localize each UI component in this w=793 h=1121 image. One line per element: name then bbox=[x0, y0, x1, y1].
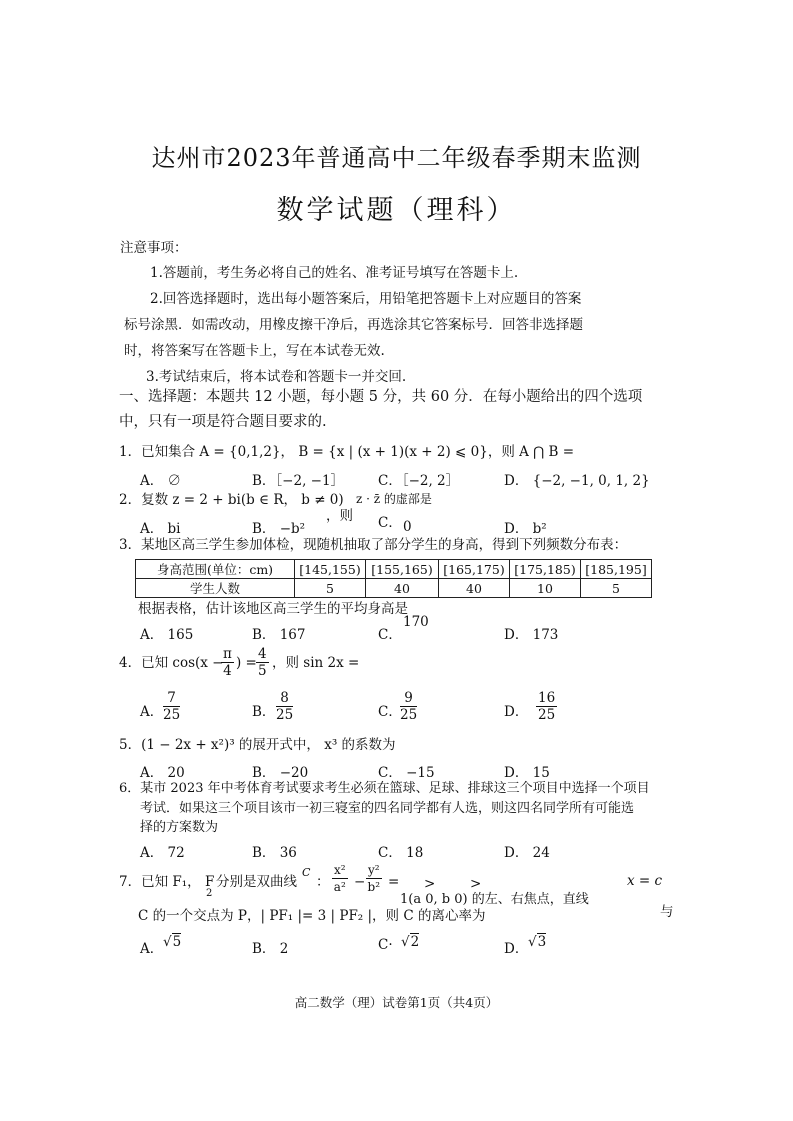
question-4-stem: 4．已知 cos(x − bbox=[119, 655, 224, 671]
question-6-option-a: A． 72 bbox=[140, 845, 185, 861]
question-7-subscript: 2 bbox=[206, 888, 213, 899]
y-squared-over-b-squared bbox=[366, 862, 382, 895]
question-6-option-c: C． 18 bbox=[378, 845, 424, 861]
question-2-stem-then: ，则 bbox=[326, 508, 353, 524]
table-cell: 10 bbox=[510, 579, 581, 598]
question-3-option-a: A． 165 bbox=[140, 627, 194, 643]
section-one-line-2: 中，只有一项是符合题目要求的. bbox=[119, 414, 327, 430]
fraction-denominator: a² bbox=[333, 880, 346, 894]
table-header-cell: [145,155) bbox=[295, 560, 366, 579]
height-frequency-table bbox=[135, 559, 652, 598]
fraction-denominator: 25 bbox=[163, 707, 181, 723]
question-2-stem: 2．复数 z = 2 + bi(b ∈ R， b ≠ 0) bbox=[119, 492, 344, 508]
question-7-option-c: C· bbox=[378, 937, 393, 953]
fraction-denominator: b² bbox=[367, 880, 381, 894]
fraction-numerator: x² bbox=[334, 863, 346, 877]
notice-item-3: 3.考试结束后，将本试卷和答题卡一并交回. bbox=[146, 369, 407, 385]
question-2-option-c-value: 0 bbox=[403, 519, 412, 535]
notice-heading: 注意事项： bbox=[120, 240, 188, 256]
question-5-option-a: A． 20 bbox=[140, 765, 185, 781]
question-4-stem-tail: ，则 sin 2x = bbox=[272, 655, 360, 671]
question-5-stem: 5．(1 − 2x + x²)³ 的展开式中， x³ 的系数为 bbox=[119, 737, 396, 753]
fraction-denominator: 25 bbox=[538, 707, 556, 723]
question-6-line-1: 6．某市 2023 年中考体育考试要求考生必须在篮球、足球、排球这三个项目中选择一个项目 bbox=[119, 781, 650, 796]
question-7-yu: 与 bbox=[660, 904, 674, 920]
question-7-rhs: 1(a 0, b 0) 的左、右焦点，直线 bbox=[400, 892, 589, 907]
table-header-cell: [155,165) bbox=[366, 560, 439, 579]
question-7-line-2: C 的一个交点为 P，| PF₁ |= 3 | PF₂ |，则 C 的离心率为 bbox=[138, 908, 486, 924]
question-7-option-a-root: √5 bbox=[163, 934, 182, 950]
question-4-option-b: B． bbox=[252, 704, 276, 720]
question-2-option-d: D． b² bbox=[504, 521, 547, 537]
question-5-option-c: C． −15 bbox=[378, 765, 435, 781]
question-7-equals: = bbox=[388, 874, 400, 890]
fraction-denominator: 4 bbox=[223, 663, 232, 679]
question-4-option-a: A． bbox=[140, 704, 164, 720]
question-2-option-c: C． bbox=[378, 515, 402, 531]
question-3-follow: 根据表格，估计该地区高三学生的平均身高是 bbox=[138, 601, 408, 617]
question-5-option-b: B． −20 bbox=[252, 765, 309, 781]
table-row bbox=[136, 579, 652, 598]
question-6-option-b: B． 36 bbox=[252, 845, 297, 861]
notice-item-2-line-1: 2.回答选择题时，选出每小题答案后，用铅笔把答题卡上对应题目的答案 bbox=[150, 291, 582, 307]
fraction-denominator: 25 bbox=[400, 707, 418, 723]
table-cell: 学生人数 bbox=[136, 579, 295, 598]
question-7-gt-1: > bbox=[424, 876, 436, 892]
fraction-denominator: 5 bbox=[258, 663, 267, 679]
fraction-numerator: π bbox=[223, 646, 232, 662]
question-3-option-d: D． 173 bbox=[504, 627, 559, 643]
question-7-stem-hyperbola: 分别是双曲线 bbox=[216, 874, 297, 890]
question-3-stem: 3．某地区高三学生参加体检，现随机抽取了部分学生的身高，得到下列频数分布表： bbox=[119, 537, 628, 553]
question-3-option-c: C． bbox=[378, 627, 402, 643]
question-7-stem: 7．已知 F₁， F bbox=[119, 874, 215, 890]
question-7-gt-2: > bbox=[470, 876, 482, 892]
question-7-colon: ： bbox=[316, 874, 330, 890]
radicand: 5 bbox=[172, 934, 182, 950]
table-header-cell: [185,195] bbox=[581, 560, 652, 579]
exam-subtitle: 数学试题（理科） bbox=[276, 195, 517, 226]
question-1-option-d: D． {−2, −1, 0, 1, 2} bbox=[504, 473, 650, 489]
page-footer: 高二数学（理）试卷第1页（共4页） bbox=[294, 995, 499, 1010]
table-header-cell: [165,175) bbox=[439, 560, 510, 579]
question-1-stem: 1．已知集合 A = {0,1,2}， B = {x | (x + 1)(x + 2) ⩽ 0}，则 A ⋂ B = bbox=[119, 444, 575, 460]
table-header-cell: [175,185) bbox=[510, 560, 581, 579]
table-header-row bbox=[136, 560, 652, 579]
question-7-option-b: B． 2 bbox=[252, 941, 289, 957]
fraction-numerator: 8 bbox=[280, 690, 289, 706]
section-one-line-1: 一、选择题：本题共 12 小题，每小题 5 分，共 60 分．在每小题给出的四个选项 bbox=[119, 389, 643, 405]
question-6-option-d: D． 24 bbox=[504, 845, 550, 861]
fraction-numerator: y² bbox=[368, 863, 380, 877]
exam-title: 达州市2023年普通高中二年级春季期末监测 bbox=[151, 144, 642, 172]
question-1-option-a: A． ∅ bbox=[140, 473, 182, 489]
question-7-minus: − bbox=[354, 874, 366, 890]
question-4-option-d-fraction bbox=[536, 690, 557, 723]
question-4-option-b-fraction bbox=[276, 690, 293, 723]
question-2-option-b: B． −b² bbox=[252, 521, 306, 537]
fraction-numerator: 7 bbox=[167, 690, 176, 706]
question-2-stem-tail: z · z̄ 的虚部是 bbox=[356, 492, 432, 506]
notice-item-1: 1.答题前，考生务必将自己的姓名、准考证号填写在答题卡上. bbox=[150, 265, 519, 281]
question-6-line-3: 择的方案数为 bbox=[140, 820, 219, 835]
question-3-option-c-value: 170 bbox=[403, 614, 429, 630]
table-cell: 40 bbox=[439, 579, 510, 598]
fraction-numerator: 16 bbox=[538, 690, 556, 706]
question-4-option-a-fraction bbox=[163, 690, 180, 723]
table-cell: 40 bbox=[366, 579, 439, 598]
table-header-cell: 身高范围(单位：cm) bbox=[136, 560, 295, 579]
radicand: 2 bbox=[410, 934, 420, 950]
question-1-option-c: C．［−2, 2］ bbox=[378, 473, 460, 489]
question-7-option-d: D． bbox=[504, 941, 529, 957]
table-cell: 5 bbox=[581, 579, 652, 598]
fraction-numerator: 4 bbox=[258, 646, 267, 662]
x-squared-over-a-squared bbox=[332, 862, 348, 895]
question-7-option-a: A． bbox=[140, 941, 164, 957]
question-6-line-2: 考试．如果这三个项目该市一初三寝室的四名同学都有人选，则这四名同学所有可能选 bbox=[140, 801, 635, 816]
radicand: 3 bbox=[537, 934, 547, 950]
question-4-option-d: D． bbox=[504, 704, 529, 720]
question-7-line-x-c: x = c bbox=[627, 873, 663, 889]
question-4-option-c-fraction bbox=[400, 690, 417, 723]
question-5-option-d: D． 15 bbox=[504, 765, 550, 781]
notice-item-2-line-2: 标号涂黑．如需改动，用橡皮擦干净后，再选涂其它答案标号．回答非选择题 bbox=[124, 317, 583, 333]
question-7-option-c-root: √2 bbox=[401, 934, 420, 950]
pi-over-four-fraction bbox=[221, 646, 234, 679]
notice-item-2-line-3: 时，将答案写在答题卡上，写在本试卷无效. bbox=[124, 343, 385, 359]
fraction-denominator: 25 bbox=[276, 707, 294, 723]
question-7-option-d-root: √3 bbox=[528, 934, 547, 950]
table-cell: 5 bbox=[295, 579, 366, 598]
question-3-option-b: B． 167 bbox=[252, 627, 306, 643]
question-4-option-c: C． bbox=[378, 704, 402, 720]
question-1-option-b: B．［−2, −1］ bbox=[252, 473, 345, 489]
question-2-option-a: A． bi bbox=[140, 521, 181, 537]
four-fifths-fraction bbox=[256, 646, 269, 679]
question-4-equals: ) = bbox=[236, 655, 257, 671]
question-7-curve-c: C bbox=[302, 866, 311, 879]
fraction-numerator: 9 bbox=[404, 690, 413, 706]
